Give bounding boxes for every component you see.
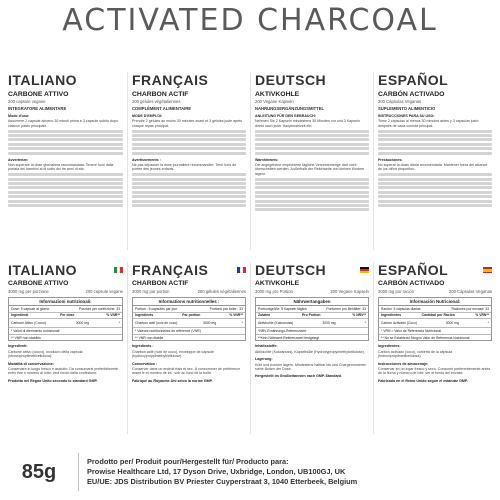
table-header-ingredient: Zutaten: [258, 313, 271, 318]
product-quantity: 200 gélules végétaliennes: [132, 99, 181, 104]
use-text: Prendre 2 gélules au moins 30 minutes avant et 3 gélules juste après chaque repas principal.: [132, 119, 243, 128]
address-line: Prowise Healthcare Ltd, 17 Dyson Drive, Uxbridge, London, UB100GJ, UK: [87, 467, 346, 476]
made-in-text: Fabricado en el Reino Unido según el estándar GMP.: [378, 378, 468, 383]
ingredients-heading: Inhaltsstoffe:: [255, 344, 278, 349]
serving-size: Dose: 5 capsule al giorno: [11, 306, 50, 311]
product-category: SUPLEMENTO ALIMENTICIO: [378, 106, 436, 111]
address-line: Prodotto per/ Produit pour/Hergestellt für/ Producto para:: [87, 457, 289, 466]
storage-text: Conservar en un lugar fresco y seco. Consumir preferentemente antes de la fecha y número de lote: ver el fondo del envase.: [378, 367, 491, 376]
use-heading: ANLEITUNG FÜR DEN GEBRAUCH:: [255, 114, 316, 118]
language-heading: DEUTSCH: [255, 72, 327, 88]
storage-heading: Modalità di conservazione:: [8, 361, 54, 366]
directions-section: [4, 72, 496, 250]
language-heading: ESPAÑOL: [378, 262, 449, 278]
spain-flag-icon: [483, 267, 492, 273]
servings-per-container: Portionen pro Behälter: 33: [326, 306, 366, 311]
table-header-ingredient: Ingredientes: [381, 313, 402, 318]
table-header-amount: Cantidad por Ración: [421, 313, 455, 318]
servings-per-container: Portions par boîte : 33: [209, 306, 243, 311]
product-dose: 3000 mg per porzione: [8, 289, 49, 294]
nutrition-table: [255, 297, 369, 341]
table-row-amount: 3000 mg: [202, 321, 217, 326]
table-row-amount: 3000 mg: [445, 321, 459, 326]
storage-heading: Instrucciones de almacenaje:: [378, 361, 429, 366]
product-quantity: 200 capsule vegane: [85, 289, 123, 294]
product-name: AKTIVKOHLE: [255, 91, 300, 98]
table-footnote: **Kein Nährwert-Referenzwert festgelegt: [258, 335, 320, 340]
table-header-nrv: % VRN**: [475, 313, 489, 318]
table-row-name: Aktivkohle (Kokosnuss): [258, 321, 294, 326]
product-name: CARBONE ATTIVO: [8, 91, 69, 98]
warning-text: No superar la dosis diaria recomendada. Mantener fuera del alcance de los niños pequeños.: [378, 162, 488, 172]
warning-text: Ne pas dépasser la dose journalière recommandée. Tenir hors de portée des jeunes enfants.: [132, 162, 237, 172]
table-row-name: Charbon actif (noix de coco): [135, 321, 178, 326]
warning-heading: Precauciones:: [378, 157, 403, 162]
use-heading: MODE D'EMPLOI:: [132, 114, 163, 118]
table-footnote: *NRV-Ernährungs-Referenzwert: [258, 328, 307, 333]
table-footnote: * Valeurs nutritionnelles de référence (VNR): [135, 328, 201, 333]
ingredients-text: Charbon actif (noix de coco), enveloppe de capsule (hydroxypropylméthylcellulose).: [132, 349, 214, 359]
ingredients-heading: Ingredienti:: [8, 344, 28, 349]
use-text: Assumere 2 capsule almeno 30 minuti prima e 3 capsule subito dopo ciascun pasto principale.: [8, 119, 118, 128]
table-footnote: * Valori di riferimento nutrizionali: [11, 328, 60, 333]
italy-flag-icon: [114, 267, 123, 273]
table-footnote: * VRN = Valor de Referencia Nutricional: [381, 328, 441, 333]
warning-heading: Avvertenze:: [8, 157, 29, 162]
nutrition-column-french: [127, 262, 250, 434]
table-title: Informations nutritionnelles :: [133, 298, 245, 306]
table-header-amount: Pro Portion: [302, 313, 321, 318]
language-heading: FRANÇAIS: [132, 262, 209, 278]
table-title: Informazioni nutrizionali:: [9, 298, 122, 306]
nutrition-column-german: [250, 262, 373, 434]
table-row-nrv: *: [241, 321, 243, 326]
made-in-text: Hergestellt im Großbritannien nach GMP-Standard.: [255, 374, 343, 379]
product-quantity: 200 Cápsulas Veganas: [448, 289, 492, 294]
product-name: CARBONE ATTIVO: [8, 280, 69, 287]
table-row-name: Carbone Attivo (Cocco): [11, 321, 47, 326]
table-row-amount: 3000 mg: [75, 321, 89, 326]
table-title: Información Nutricional:: [379, 298, 491, 306]
ingredients-heading: Ingredientes:: [378, 344, 401, 349]
table-footnote: ** No se Estableció Ningún Valor de Referencia Nutricional: [381, 335, 470, 340]
use-heading: INSTRUCCIONES PARA SU USO:: [378, 114, 435, 118]
ingredients-text: Carbón activado (coco), cubierta de la cápsula (hidroxipropilmetilcelulosa).: [378, 349, 453, 359]
made-in-text: Prodotto nel Regno Unito secondo lo standard GMP.: [8, 378, 98, 383]
warning-heading: Warnhinweis:: [255, 157, 279, 162]
language-heading: FRANÇAIS: [132, 72, 209, 88]
ingredients-text: Aktivkohle (Kokosnuss), Kapselhülle (Hydroxypropylmethylcellulose).: [255, 349, 365, 354]
language-heading: ESPAÑOL: [378, 72, 449, 88]
nutrition-column-spanish: [373, 262, 496, 434]
product-quantity: 200 Cápsulas Veganas: [378, 99, 422, 104]
table-row-nrv: *: [118, 321, 120, 326]
made-in-text: Fabriqué au Royaume-Uni selon la norme GMP.: [132, 378, 213, 383]
product-dose: 3000 mg por ración: [378, 289, 415, 294]
warning-text: Die angegebene empfohlene tägliche Verzehrsmenge darf nicht überschritten werden. Außerhalb der Reichweite von kleinen Kindern lagern.: [255, 162, 365, 176]
warning-heading: Avertissements :: [132, 157, 161, 162]
storage-heading: Conservation :: [132, 361, 158, 366]
storage-text: Kühl und trocken lagern. Mindestens haltbar bis und Chargennummer: siehe Boden der Dose.: [255, 362, 367, 371]
product-name: CARBÓN ACTIVADO: [378, 91, 445, 98]
germany-flag-icon: [360, 267, 369, 273]
use-text: Tome 2 cápsulas al menos 30 minutos antes y 3 cápsulas justo después de cada comida principal.: [378, 119, 479, 128]
table-header-amount: Per dose: [60, 313, 75, 318]
product-quantity: 200 Vegane Kapseln: [330, 289, 369, 294]
table-header-ingredient: Ingrédients: [135, 313, 154, 318]
language-heading: DEUTSCH: [255, 262, 327, 278]
storage-heading: Lagerung:: [255, 357, 273, 362]
use-heading: Modo d'uso:: [8, 114, 30, 118]
servings-per-container: Raciones por envase: 33: [451, 306, 489, 311]
nutrition-section: [4, 262, 496, 434]
footer: [0, 444, 500, 500]
table-header-nrv: % VNR**: [106, 313, 120, 318]
product-quantity: 200 capsule vegane: [8, 99, 46, 104]
use-text: Nehmen Sie 2 Kapseln mindestens 30 Minuten vor und 3 Kapseln direkt nach jeder Hauptmahlzeit ein.: [255, 119, 360, 128]
nutrition-table: [8, 297, 123, 341]
servings-per-container: Porzioni per confezione: 33: [78, 306, 120, 311]
table-header-nrv: % NRV**: [352, 313, 366, 318]
table-header-amount: Par portion: [182, 313, 201, 318]
table-row-nrv: *: [487, 321, 489, 326]
serving-size: Portionsgröße: 5 Kapseln täglich: [258, 306, 308, 311]
table-row-name: Carbón Activado (Coco): [381, 321, 417, 326]
language-heading: ITALIANO: [8, 72, 78, 88]
address-line: EU/UE: JDS Distribution BV Priester Cuyperstraat 3, 1040 Etterbeek, Belgium: [87, 477, 358, 486]
storage-text: Conserver dans un endroit frais et sec. À consommer de préférence avant le et numéro de lot : voir au fond de la boîte.: [132, 367, 241, 376]
product-name: AKTIVKOHLE: [255, 280, 300, 287]
serving-size: Portion : 5 capsules par jour: [135, 306, 178, 311]
warning-text: Non superare la dose giornaliera raccomandata. Tenere fuori dalla portata dei bambini al di sotto dei tre anni di età.: [8, 162, 114, 172]
table-header-nrv: % VNR**: [229, 313, 243, 318]
ingredients-text: Carbone attivo (cocco), involucro della capsula (idrossipropilmetilcellulosa).: [8, 349, 83, 359]
directions-column-german: [250, 72, 373, 250]
product-name: CARBÓN ACTIVADO: [378, 280, 445, 287]
nutrition-table: [132, 297, 246, 341]
table-footnote: ** VNR non stabilito: [11, 335, 41, 340]
table-row-nrv: *: [364, 321, 366, 326]
product-name: CHARBON ACTIF: [132, 280, 189, 287]
table-footnote: ** VNR non établie: [135, 335, 164, 340]
product-name: CHARBON ACTIF: [132, 91, 189, 98]
nutrition-column-italian: [4, 262, 127, 434]
product-dose: 3000 mg pro Portion: [255, 289, 293, 294]
product-category: NAHRUNGSERGÄNZUNGSMITTEL: [255, 106, 325, 111]
product-quantity: 200 Vegane Kapseln: [255, 99, 294, 104]
table-row-amount: 3000 mg: [322, 321, 336, 326]
table-title: Nährwertangaben: [256, 298, 368, 306]
product-dose: 3000 mg par portion: [132, 289, 170, 294]
nutrition-table: [378, 297, 492, 341]
product-category: COMPLÉMENT ALIMENTAIRE: [132, 106, 192, 111]
france-flag-icon: [237, 267, 246, 273]
serving-size: Ración: 5 cápsulas diarias: [381, 306, 421, 311]
directions-column-french: [127, 72, 250, 250]
table-header-ingredient: Ingredienti: [11, 313, 29, 318]
manufacturer-address: [79, 457, 357, 487]
product-quantity: 200 gélules végétaliennes: [197, 289, 246, 294]
ingredients-heading: Ingrédients :: [132, 344, 154, 349]
directions-column-spanish: [373, 72, 496, 250]
storage-text: Conservare in luogo fresco e asciutto. Da consumarsi preferibilmente entro fine e numero di lotto: vedi fondo della confezione.: [8, 367, 119, 376]
language-heading: ITALIANO: [8, 262, 78, 278]
main-title: ACTIVATED CHARCOAL: [62, 2, 438, 38]
net-weight: 85g: [21, 460, 57, 483]
directions-column-italian: [4, 72, 127, 250]
product-category: INTEGRATORE ALIMENTARE: [8, 106, 67, 111]
